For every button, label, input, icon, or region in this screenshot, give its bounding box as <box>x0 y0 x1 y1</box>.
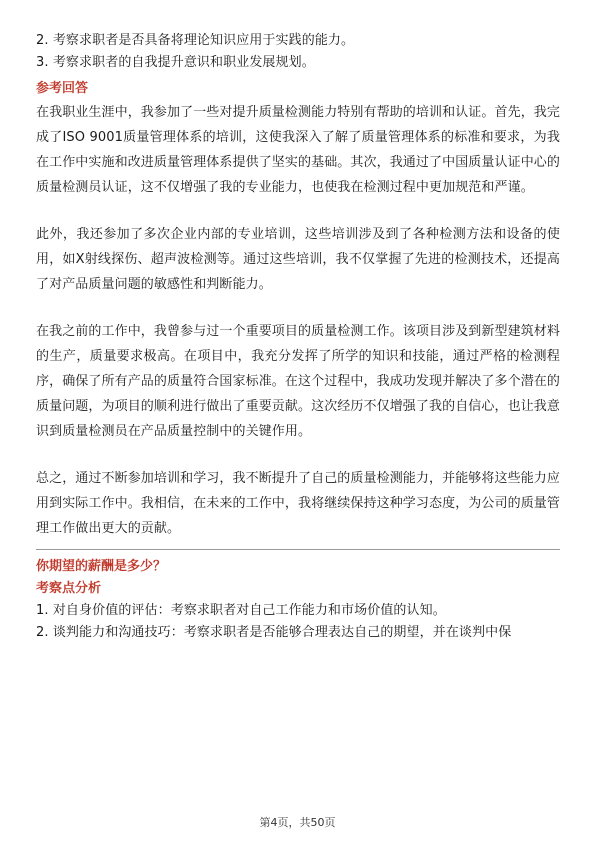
list-item: 2. 考察求职者是否具备将理论知识应用于实践的能力。 <box>36 33 355 48</box>
page-number: 第4页，共50页 <box>259 816 336 829</box>
answer-paragraph: 在我职业生涯中，我参加了一些对提升质量检测能力特别有帮助的培训和认证。首先，我完成了ISO 9001质量管理体系的培训，这使我深入了解了质量管理体系的标准和要求，为我在工作中实施和改进质量管理体系提供了坚实的基础。其次，我通过了中国质量认证中心的质量检测员认证，这不仅增强了我的专业能力，也使我在检测过程中更加规范和严谨。 <box>36 105 561 195</box>
section-divider <box>36 549 560 550</box>
list-item: 2. 谈判能力和沟通技巧：考察求职者是否能够合理表达自己的期望，并在谈判中保 <box>36 625 512 640</box>
answer-paragraph: 在我之前的工作中，我曾参与过一个重要项目的质量检测工作。该项目涉及到新型建筑材料的生产，质量要求极高。在项目中，我充分发挥了所学的知识和技能，通过严格的检测程序，确保了所有产品的质量符合国家标准。在这个过程中，我成功发现并解决了多个潜在的质量问题，为项目的顺利进行做出了重要贡献。这次经历不仅增强了我的自信心，也让我意识到质量检测员在产品质量控制中的关键作用。 <box>36 324 561 439</box>
list-item: 3. 考察求职者的自我提升意识和职业发展规划。 <box>36 55 315 70</box>
answer-body <box>36 100 560 541</box>
answer-heading: 参考回答 <box>36 81 89 96</box>
document-page <box>36 30 560 644</box>
question-title: 你期望的薪酬是多少？ <box>36 559 167 574</box>
analysis-heading: 考察点分析 <box>36 581 102 596</box>
answer-paragraph: 总之，通过不断参加培训和学习，我不断提升了自己的质量检测能力，并能够将这些能力应用到实际工作中。我相信，在未来的工作中，我将继续保持这种学习态度，为公司的质量管理工作做出更大的贡献。 <box>36 471 561 536</box>
list-item: 1. 对自身价值的评估：考察求职者对自己工作能力和市场价值的认知。 <box>36 603 446 618</box>
answer-paragraph: 此外，我还参加了多次企业内部的专业培训，这些培训涉及到了各种检测方法和设备的使用，如X射线探伤、超声波检测等。通过这些培训，我不仅掌握了先进的检测技术，还提高了对产品质量问题的敏感性和判断能力。 <box>36 227 560 292</box>
